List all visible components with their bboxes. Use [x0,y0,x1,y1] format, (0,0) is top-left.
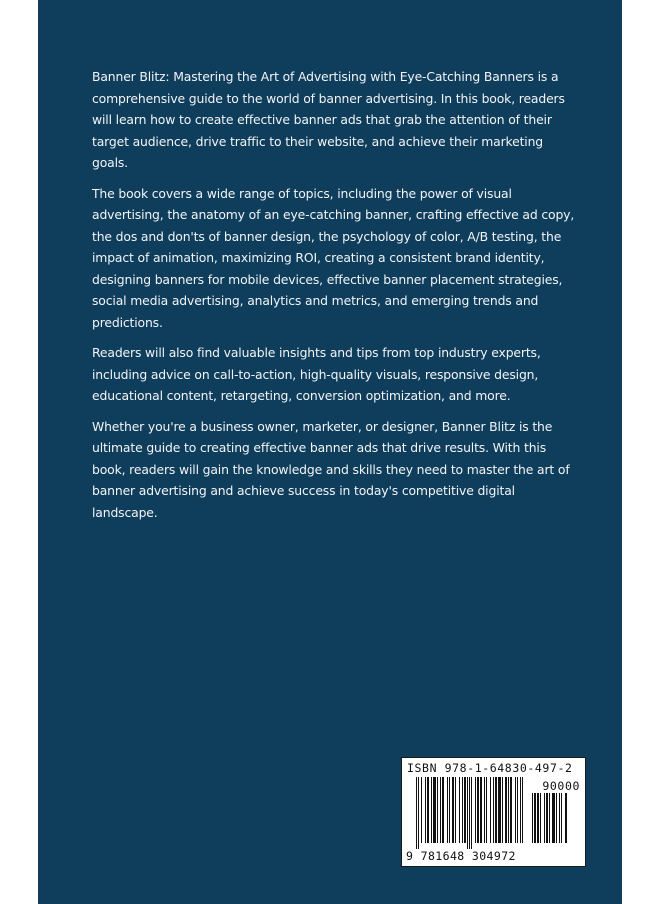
description-paragraph-3: Readers will also find valuable insights and tips from top industry experts, including advice on call-to-action, high-quality visuals, responsive design, educational content, retargeting, conversion optimization, and more. [92,345,541,403]
barcode-bar [437,777,438,843]
barcode-bar [484,777,485,843]
barcode-bar [561,793,562,843]
barcode-bar [549,793,550,843]
barcode-bar [502,777,503,843]
barcode-bar [418,777,419,849]
ean-barcode-bars [416,777,528,849]
barcode-bar [427,777,429,843]
barcode-bar [517,777,518,843]
barcode-bar [455,777,456,843]
barcode-bar [459,777,460,843]
barcode-bar [522,777,523,843]
barcode-bar [490,777,491,843]
barcode-bar [537,793,539,843]
barcode-bar [540,793,541,843]
barcode-bar [477,777,479,843]
barcode-bar [469,777,470,849]
barcode-bar [495,777,497,843]
barcode-bar [486,777,487,843]
barcode-bar [556,793,557,843]
barcode-bar [532,793,533,843]
description-paragraph-2: The book covers a wide range of topics, including the power of visual advertising, the anatomy of an eye-catching banner, crafting effective ad copy, the dos and don'ts of banner design, the psychology of color, A/B testing, the impact of animation, maximizing ROI, creating a consistent brand identity, designing banners for mobile devices, effective banner placement strategies, social media advertising, analytics and metrics, and emerging trends and predictions. [92,185,575,330]
price-code: 90000 [542,779,580,793]
barcode-bar [425,777,426,843]
barcode-bar [565,793,567,843]
book-description [92,66,582,532]
barcode-bar [534,793,536,843]
barcode-bar [433,777,436,843]
barcode-bar [505,777,507,843]
barcode-bar [462,777,463,843]
barcode-bar [498,777,501,843]
description-paragraph-4: Whether you're a business owner, marketer, or designer, Banner Blitz is the ultimate guide to creating effective banner ads that drive results. With this book, readers will gain the knowledge and skills they need to master the art of banner advertising and achieve success in today's competitive digital landscape. [92,418,570,520]
barcode-bar [431,777,432,843]
barcode-bar [559,793,560,843]
isbn-label: ISBN 978-1-64830-497-2 [407,761,573,775]
barcode-bar [552,793,555,843]
barcode-bar [440,777,441,843]
barcode-bar [508,777,509,843]
barcode-bar [475,777,476,843]
barcode-bar [416,777,417,849]
barcode-bar [480,777,482,843]
ean-digits: 9 781648 304972 [406,849,516,863]
barcode-bar [447,777,448,843]
barcode-bar [467,777,468,849]
barcode-bar [546,793,548,843]
barcode-bar [464,777,466,843]
barcode-bar [449,777,450,843]
description-paragraph-1: Banner Blitz: Mastering the Art of Advertising with Eye-Catching Banners is a comprehensive guide to the world of banner advertising. In this book, readers will learn how to create effective banner ads that grab the attention of their target audience, drive traffic to their website, and achieve their marketing goals. [92,69,565,170]
book-back-cover [38,0,622,904]
barcode-bar [442,777,444,843]
barcode-bar [515,777,516,843]
barcode-bar [544,793,545,843]
addon-barcode-bars [532,793,580,849]
barcode-bar [421,777,422,843]
barcode-bar [520,777,521,843]
barcode-bar [510,777,512,843]
barcode-bar [471,777,472,849]
isbn-barcode [401,757,586,867]
barcode-bar [493,777,494,843]
barcode-bar [452,777,454,843]
